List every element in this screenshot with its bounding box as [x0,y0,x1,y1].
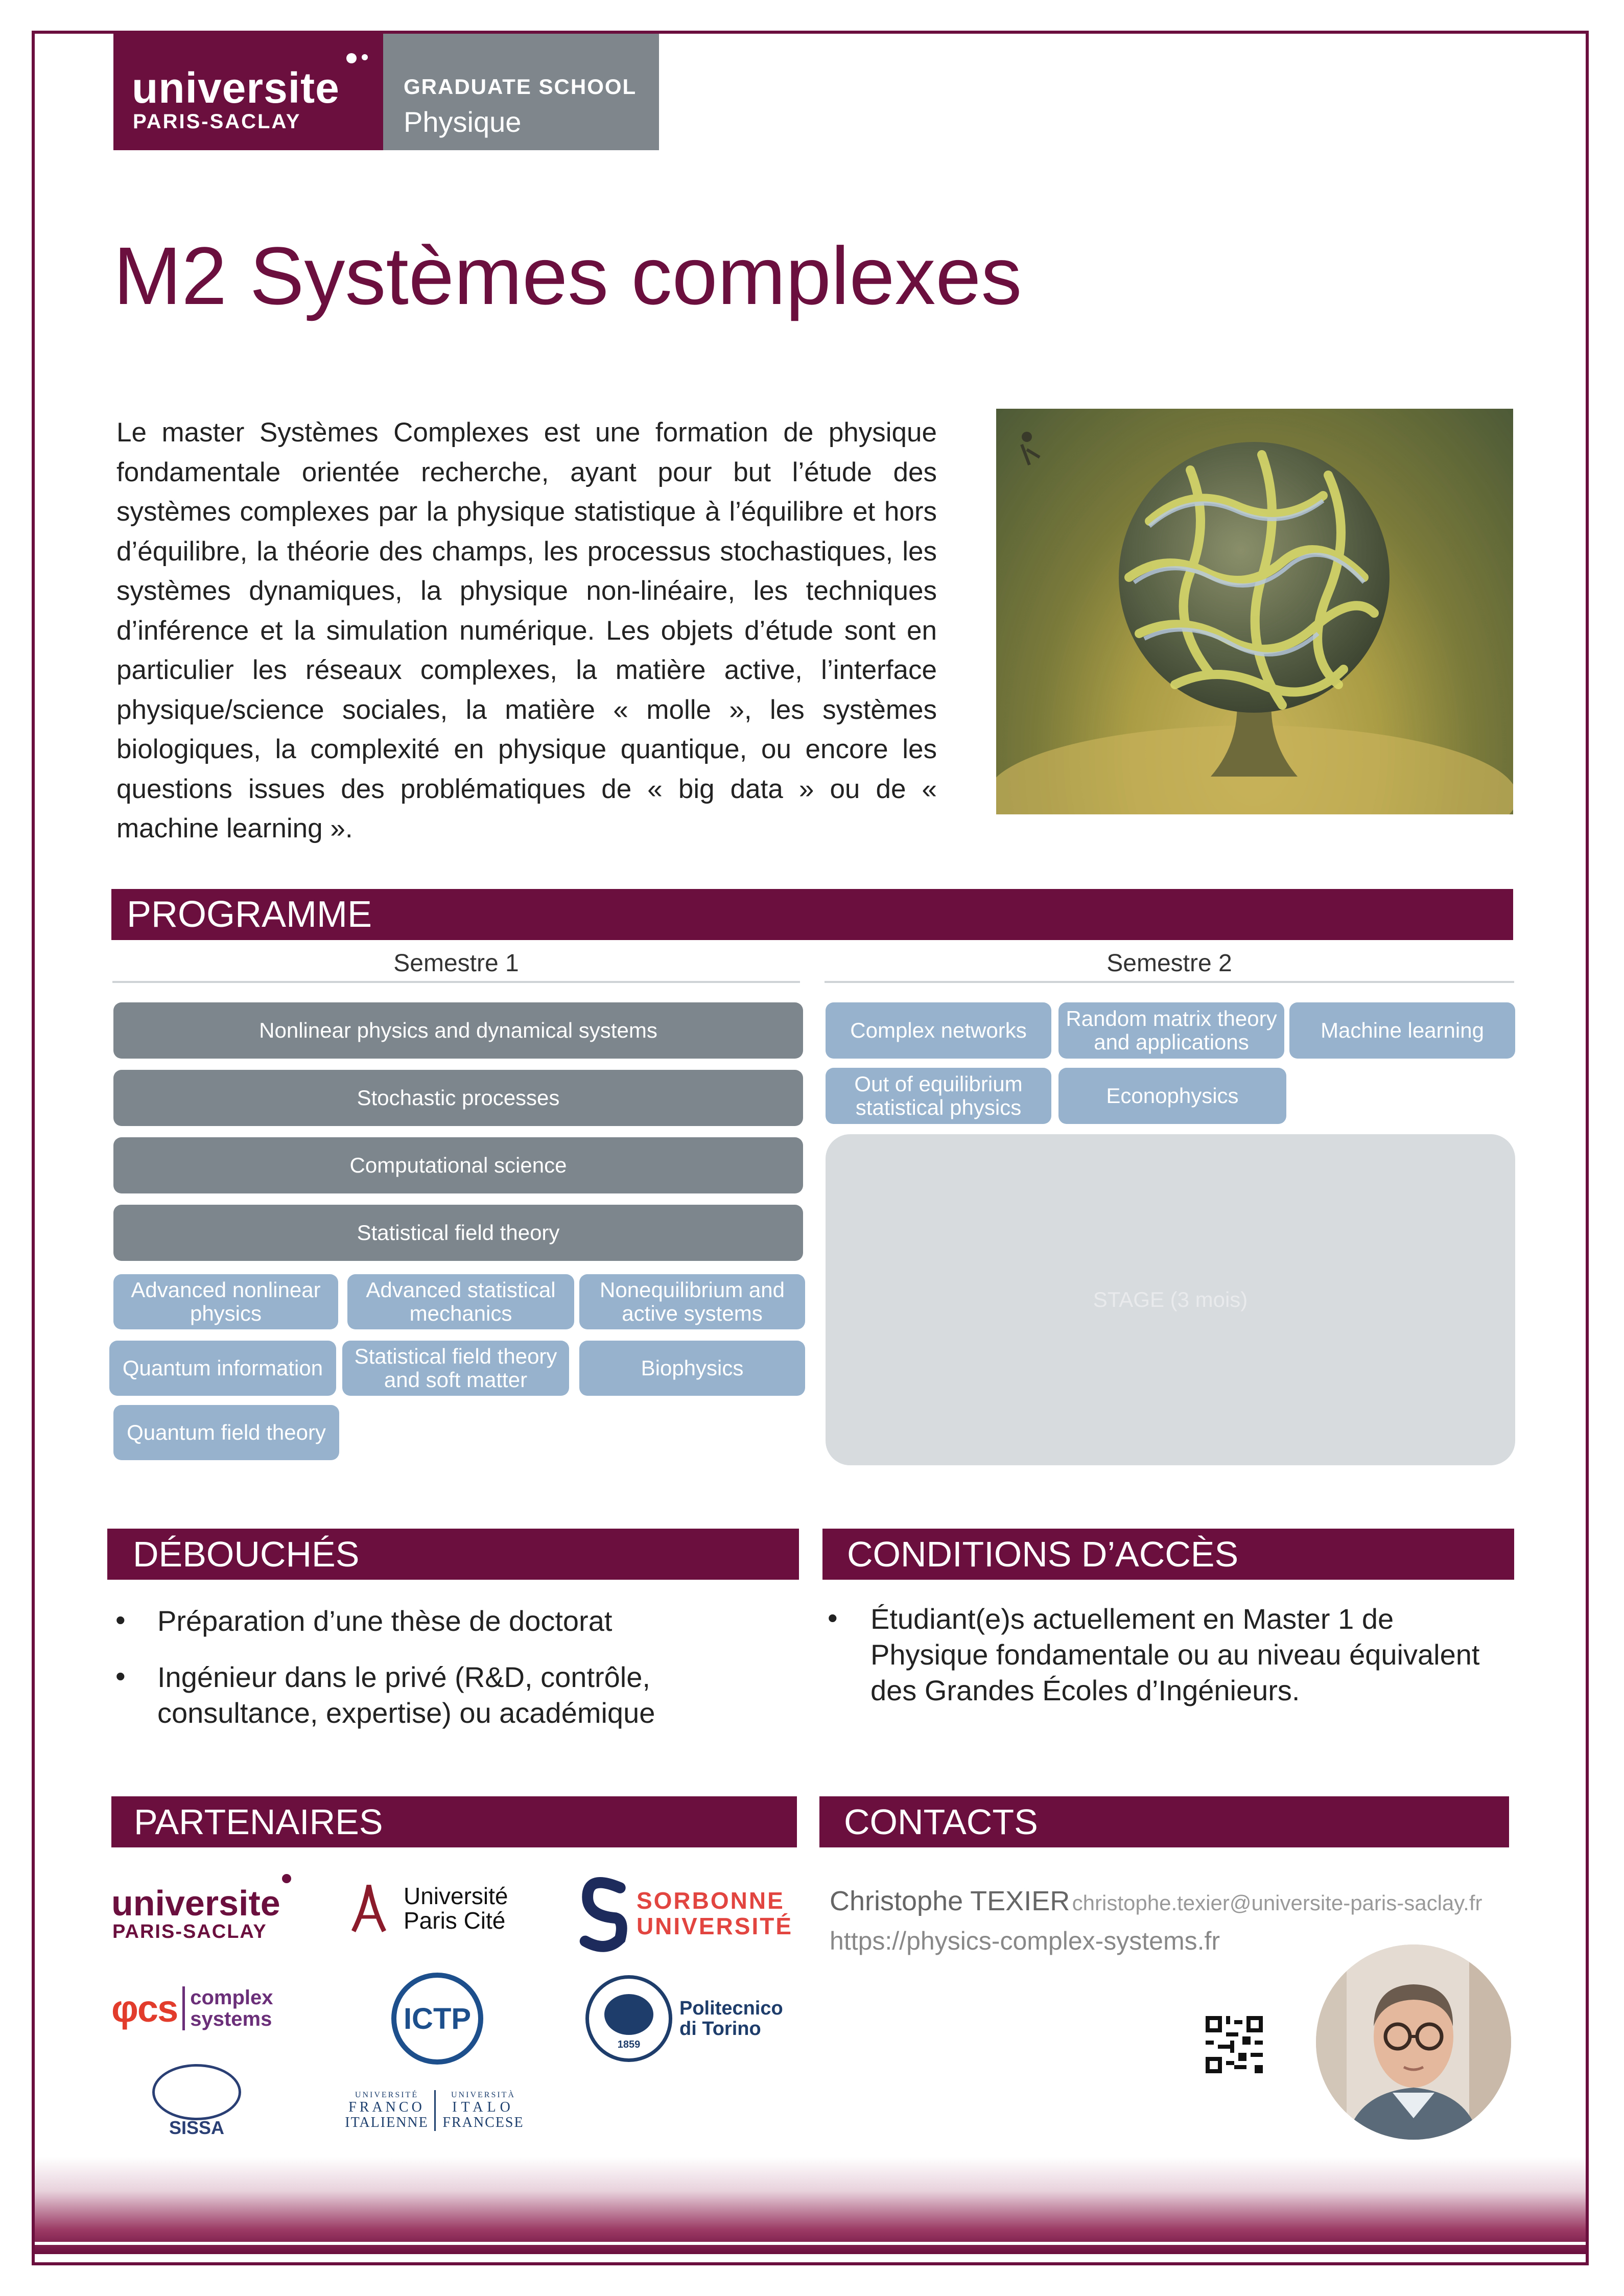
semester1-label: Semestre 1 [393,950,519,977]
contact-portrait [1316,1944,1511,2140]
contact-email[interactable]: christophe.texier@universite-paris-saclay.fr [1072,1891,1482,1915]
footer-line [35,2242,1586,2245]
debouches-heading: DÉBOUCHÉS [107,1529,799,1580]
graduate-school-title: GRADUATE SCHOOL [404,75,637,99]
intro-paragraph: Le master Systèmes Complexes est une formation de physique fondamentale orientée recherche, ayant pour but l’étude des systèmes complexes par la physique statistique à l’équilibre et hors d’équilibre, la théorie des champs, les processus stochastiques, les systèmes dynamiques, la physique non-linéaire, les techniques d’inférence et la simulation numérique. Les objets d’étude sont en particulier les réseaux complexes, la matière active, l’interface physique/science sociales, la matière « molle », les systèmes biologiques, la complexité en physique quantique, ou encore les questions issues des problématiques de « big data » ou de « machine learning ». [116,417,937,844]
partner-pcs-line2: systems [190,2008,272,2030]
contact-url[interactable]: https://physics-complex-systems.fr [830,1927,1220,1955]
option-quantum-field-theory[interactable]: Quantum field theory [113,1405,339,1460]
partner-ups-sub: PARIS-SACLAY [112,1921,267,1942]
graduate-school-label [383,34,659,150]
option-statistical-field-theory-soft-matter[interactable]: Statistical field theory and soft matter [342,1341,569,1396]
partner-upc-line2: Paris Cité [404,1907,506,1934]
partner-ufi-small-left: UNIVERSITÉ [355,2091,419,2099]
partner-pcs-complex-systems-logo[interactable] [111,1975,326,2042]
option-machine-learning[interactable]: Machine learning [1289,1002,1515,1059]
logo-subtitle: PARIS-SACLAY [133,110,301,133]
network-sphere-image [996,409,1513,814]
stage-block[interactable]: STAGE (3 mois) [826,1134,1515,1465]
course-nonlinear-physics[interactable]: Nonlinear physics and dynamical systems [113,1002,803,1059]
conditions-heading: CONDITIONS D’ACCÈS [822,1529,1514,1580]
partner-sorbonne-line1: SORBONNE [636,1887,785,1914]
eiffel-icon [343,1880,399,1936]
partner-ufi-small-right: UNIVERSITÀ [451,2091,515,2099]
bullet-icon: • [828,1602,838,1634]
contact-line [830,1885,1514,1917]
partner-polito-line2: di Torino [679,2018,761,2040]
logo-wordmark: universite [132,64,340,112]
partner-upc-line1: Université [404,1883,508,1909]
course-statistical-field-theory[interactable]: Statistical field theory [113,1205,803,1261]
partner-ufi-left1: FRANCO [348,2099,425,2115]
sissa-seal-icon [152,2064,241,2120]
partner-politecnico-torino-logo[interactable] [585,1975,800,2062]
partner-polito-year: 1859 [617,2039,641,2050]
partner-ups-word: universite [111,1883,280,1923]
partner-ictp-text: ICTP [391,1973,483,2065]
universite-paris-saclay-logo[interactable] [113,34,383,150]
partner-ufi-right1: ITALO [452,2099,514,2115]
partenaires-heading: PARTENAIRES [111,1796,797,1847]
programme-heading: PROGRAMME [111,889,1513,940]
conditions-item: Étudiant(e)s actuellement en Master 1 de Physique fondamentale ou au niveau équivalent des Grandes Écoles d’Ingénieurs. [870,1603,1480,1706]
graduate-school-name: Physique [404,106,522,138]
partner-universite-paris-cite-logo[interactable] [343,1880,527,1936]
footer-gradient [35,2157,1586,2254]
option-out-of-equilibrium-statistical-physics[interactable]: Out of equilibrium statistical physics [826,1068,1051,1124]
contacts-heading: CONTACTS [819,1796,1509,1847]
bullet-icon: • [115,1604,126,1636]
partner-universite-paris-saclay-logo[interactable] [109,1870,303,1941]
option-quantum-information[interactable]: Quantum information [109,1341,336,1396]
page-title: M2 Systèmes complexes [113,230,1022,321]
option-complex-networks[interactable]: Complex networks [826,1002,1051,1059]
divider [434,2090,436,2131]
partner-ufi-left2: ITALIENNE [345,2115,429,2130]
logo-dot [282,1874,291,1883]
course-computational-science[interactable]: Computational science [113,1137,803,1193]
sorbonne-s-icon [578,1870,629,1957]
partner-sorbonne-line2: UNIVERSITÉ [636,1913,793,1939]
polito-seal-icon [585,1975,672,2062]
partner-pcs-mark: φcs [111,1987,178,2030]
option-biophysics[interactable]: Biophysics [579,1341,805,1396]
option-advanced-nonlinear-physics[interactable]: Advanced nonlinear physics [113,1274,338,1329]
partner-polito-line1: Politecnico [679,1998,783,2019]
divider [112,981,800,983]
partner-universite-franco-italienne-logo[interactable] [343,2088,527,2134]
partner-ufi-right2: FRANCESE [442,2115,524,2130]
partner-sorbonne-universite-logo[interactable] [578,1870,793,1957]
contact-name: Christophe TEXIER [830,1886,1070,1916]
partner-pcs-line1: complex [190,1986,273,2009]
partner-sissa-logo[interactable] [148,2064,250,2141]
qr-code-icon[interactable] [1206,2016,1263,2073]
bullet-icon: • [115,1660,126,1692]
partner-ictp-logo[interactable] [391,1970,488,2067]
option-random-matrix-theory[interactable]: Random matrix theory and applications [1058,1002,1284,1059]
course-stochastic-processes[interactable]: Stochastic processes [113,1070,803,1126]
logo-dot [362,54,368,60]
divider [825,981,1514,983]
partner-sissa-text: SISSA [169,2117,225,2138]
logo-dot [346,53,357,63]
option-econophysics[interactable]: Econophysics [1058,1068,1286,1124]
option-nonequilibrium-active-systems[interactable]: Nonequilibrium and active systems [579,1274,805,1329]
semester2-label: Semestre 2 [1107,950,1232,977]
debouches-item: Préparation d’une thèse de doctorat [157,1605,613,1637]
debouches-item: Ingénieur dans le privé (R&D, contrôle, consultance, expertise) ou académique [157,1661,655,1729]
divider [182,1986,185,2030]
option-advanced-statistical-mechanics[interactable]: Advanced statistical mechanics [347,1274,574,1329]
